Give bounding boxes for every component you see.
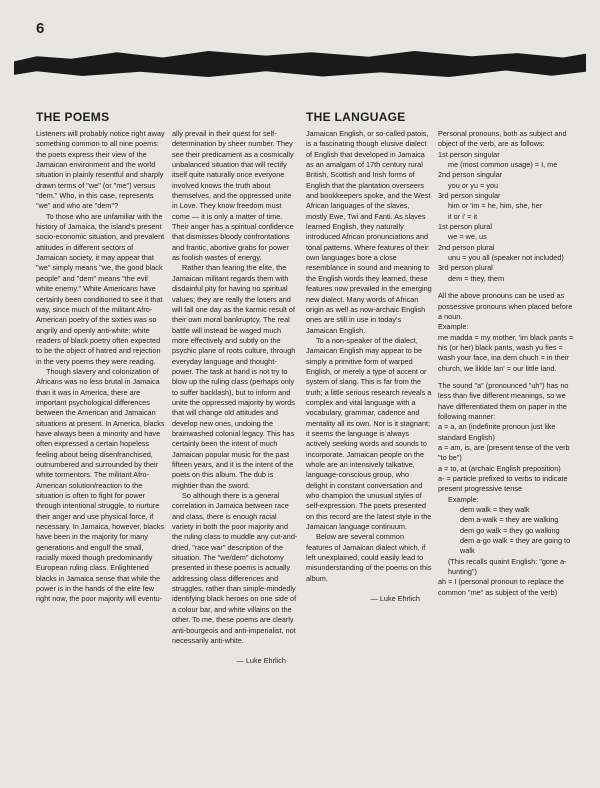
a-definition: a- = particle prefixed to verbs to indicate present progressive tense xyxy=(438,474,568,494)
a-recall: (This recalls quaint English: "gone a-hunting") xyxy=(448,556,567,577)
possessive-note: All the above pronouns can be used as possessive pronouns when placed before a noun. xyxy=(438,291,573,321)
pronoun-label: 1st person singular xyxy=(438,149,500,159)
paragraph: Rather than fearing the elite, the Jamaican militant regards them with disdainful pity for having no spiritual values; they are really the losers and will fall one day as the karmic result of their own moral bankruptcy. The real battle will instead be waged much more effectively and subtly on the psychic plane of roots culture, through everyday language and thought-power. The task at hand is not try to blow up the ruling class (perhaps only to suffer backlash), but to inform and unite the oppressed majority by words that will change old attitudes and develop new ones, undoing the brainwashed colonial legacy. This has certainly been the intent of much Jamaican popular music for the past fifteen years, and it is the intent of the poets on this album. The dub is mightier than the sword. xyxy=(172,263,296,490)
pronoun-def: it or i' = it xyxy=(448,211,478,221)
paragraph: Listeners will probably notice right away something common to all nine poems: the poets express their view of the Jamaican environment and the world situation in plainly resentful and sharply drawn terms of "we" (or "me") versus "dem." Who, in this case, represents "we" and who are "dem"? xyxy=(36,129,165,211)
paragraph: Below are several common features of Jamaican dialect which, if left unexplained, could easily lead to misunderstanding of the poems on this album. xyxy=(306,532,432,583)
language-title: THE LANGUAGE xyxy=(306,110,406,124)
paragraph: So although there is a general correlation in Jamaica between race and class, there is enough racial variety in both the poor majority and the ruling class to muddle any cut-and-dried, "race war" description of the situation. The "we/dem" dichotomy presented in these poems is actually addressing class differences and struggles, rather than simple-mindedly identifying black heroes on one side of a colour bar, and white villains on the other. To me, these poems are clearly anti-bourgeois and anti-imperialist, not necessarily anti-white. xyxy=(172,491,298,645)
page-number: 6 xyxy=(36,20,45,37)
paragraph: Jamaican English, or so-called patois, is a fascinating though elusive dialect of English that developed in Jamaica as an amalgam of 17th century rural British, Scottish and Irish forms of English that the plantation overseers and bookkeepers spoke, and the West African languages of the slaves, mostly Ewe, Twi and Fanti. As slaves learned English, they naturally introduced African pronunciations and tonal patterns. Where features of their own languages bore a close resemblance in sound and meaning to the English words they learned, these features now prevailed in the emerging new dialect. Many words of African origin as well as now-archaic English ones are still in use in today's Jamaican English. xyxy=(306,129,432,335)
signature: — Luke Ehrlich xyxy=(370,594,420,604)
paragraph: ally prevail in their quest for self-determination by sheer number. They see their predicament as a cosmically unbalanced situation that will rectify itself quite naturally once everyone involved knows the truth about themselves, and the oppressed unite in Love. They know freedom must come — it is only a matter of time. Their anger has a spiritual confidence that dismisses bloody confrontations and frantic, abortive grabs for power as foolish wastes of energy. xyxy=(172,129,294,263)
pronoun-intro: Personal pronouns, both as subject and object of the verb, are as follows: xyxy=(438,129,567,149)
a-definition: a = to, at (archaic English preposition) xyxy=(438,463,561,473)
a-example: dem go walk = they go walking xyxy=(460,525,560,535)
pronoun-def: we = we, us xyxy=(448,232,487,242)
pronoun-def: me (most common usage) = I, me xyxy=(448,160,558,170)
pronoun-label: 3rd person plural xyxy=(438,263,493,273)
example-label: Example: xyxy=(438,322,469,332)
paragraph: Though slavery and colonization of Africans was no less brutal in Jamaica than it was in America, there are important psychological differences between the American and Jamaican situations at present. In America, blacks have always been a minority and have often expressed a certain hopeless feeling about being disenfranchised, outnumbered and surrounded by their white tormentors. The militant Afro-American solution/reaction to the situation is often to fight for power through intentional struggle, to nurture their anger and use physical force, if necessary. In Jamaica, however, blacks have been in the majority for many generations and engulf the small, racially mixed though predominantly European ruling class. Enlightened blacks in Jamaica sense that while the power is in the hands of the elite few right now, the poor majority will eventu- xyxy=(36,366,165,604)
a-example: dem a-go walk = they are going to walk xyxy=(460,536,571,556)
a-example-label: Example: xyxy=(448,494,479,504)
pronoun-def: him or 'im = he, him, she, her xyxy=(448,201,543,211)
pronoun-label: 1st person plural xyxy=(438,222,492,232)
pronoun-def: you or yu = you xyxy=(448,180,499,190)
a-definition: a = am, is, are (present tense of the verb "to be") xyxy=(438,442,570,463)
pronoun-def: unu = you all (speaker not included) xyxy=(448,253,564,263)
a-example: dem walk = they walk xyxy=(460,505,530,515)
signature: — Luke Ehrlich xyxy=(236,656,286,666)
example-text: me madda = my mother, 'im black pants = his (or her) black pants, wash yu fies = wash your face, ina dem chuch = in their church, we likkle lan' = our little land. xyxy=(438,332,574,373)
pronoun-def: dem = they, them xyxy=(448,273,505,283)
a-example: dem a-walk = they are walking xyxy=(460,515,559,525)
ah-definition: ah = I (personal pronoun to replace the common "me" as subject of the verb) xyxy=(438,577,564,597)
language-column-2 xyxy=(438,129,574,598)
language-column-1 xyxy=(306,129,432,604)
pronoun-label: 2nd person plural xyxy=(438,242,495,252)
paragraph: To a non-speaker of the dialect, Jamaican English may appear to be simply a primitive form of warped English, or merely a type of accent or system of slang. This is far from the truth; a little serious research reveals a complex and vital language with a vocabulary, grammar, cadence and mentality all its own. Nor is it stagnant; it seems the language is always actively seeking words and sounds to incorporate. Jamaican people on the whole are an intensively talkative, language-conscious group, who delight in constant conversation and who champion the unusual styles of self-expression. The poets presented on this record are the latest style in the Jamaican language continuum. xyxy=(306,335,432,532)
poems-column-2 xyxy=(172,129,298,667)
pronoun-label: 3rd person singular xyxy=(438,191,501,201)
pronoun-label: 2nd person singular xyxy=(438,170,503,180)
sound-a-note: The sound "a" (pronounced "uh") has no less than five different meanings, so we have differentiated them on paper in the following manner: xyxy=(438,380,569,421)
paragraph: To those who are unfamiliar with the history of Jamaica, the island's present socio-economic situation, and prevalent attitudes in different sectors of Jamaican society, it may appear that "we" simply means "we, the good black people" and "dem" means "the evil white enemy." White Americans have certainly been conditioned to see it that way, since much of the militant Afro-American poetry of the sixties was so angrily and openly anti-white: white readers of black poetry often expected to be the object of hatred and rejection in the very poems they were reading. xyxy=(36,211,165,366)
poems-column-1 xyxy=(36,129,166,605)
torn-banner xyxy=(14,51,586,77)
a-definition: a = a, an (indefinite pronoun just like standard English) xyxy=(438,422,556,442)
poems-title: THE POEMS xyxy=(36,110,110,124)
